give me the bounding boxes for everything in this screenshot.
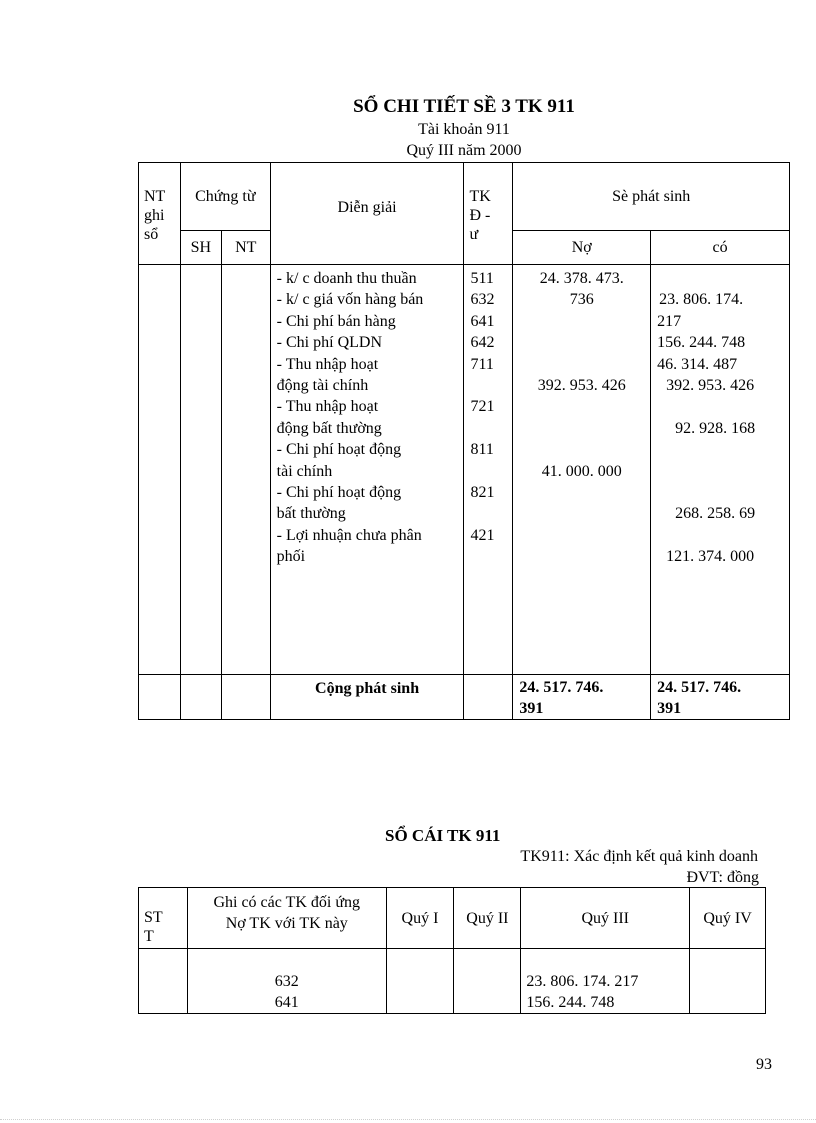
desc-line: - Chi phí hoạt động bbox=[276, 483, 402, 501]
no-list bbox=[513, 268, 650, 567]
header-no: Nợ bbox=[513, 231, 651, 265]
cell-co bbox=[651, 265, 790, 675]
desc-line: - Lợi nhuận chưa phân bbox=[276, 526, 422, 544]
header-nt: NT bbox=[221, 231, 270, 265]
co-line: 46. 314. 487 bbox=[657, 355, 738, 373]
co-line: 268. 258. 69 bbox=[675, 505, 756, 523]
desc-list bbox=[277, 268, 464, 567]
no-line bbox=[513, 546, 650, 567]
detail-ledger-table bbox=[138, 162, 790, 720]
cell-quy-3 bbox=[521, 949, 690, 1014]
general-ledger-table bbox=[138, 887, 766, 1014]
general-ledger-unit: ĐVT: đồng bbox=[686, 869, 759, 886]
desc-line: bất thường bbox=[276, 505, 346, 523]
cell-tk-du bbox=[464, 265, 513, 675]
desc-line: phối bbox=[276, 548, 306, 566]
no-line: 41. 000. 000 bbox=[541, 462, 622, 480]
desc-line: - k/ c giá vốn hàng bán bbox=[276, 291, 424, 309]
quy3-value: 23. 806. 174. 217 bbox=[526, 973, 639, 990]
desc-line: - Thu nhập hoạt bbox=[276, 398, 379, 416]
no-line bbox=[513, 482, 650, 503]
cell-quy-1 bbox=[386, 949, 454, 1014]
total-co-line: 391 bbox=[657, 700, 682, 717]
co-line: 217 bbox=[657, 312, 682, 330]
desc-line: động bất thường bbox=[276, 419, 382, 437]
co-line bbox=[657, 268, 789, 289]
no-line: 736 bbox=[569, 291, 594, 309]
tk-line bbox=[470, 375, 512, 396]
tk-line: 641 bbox=[470, 312, 495, 330]
cell-nt bbox=[221, 265, 270, 675]
header-dien-giai: Diễn giải bbox=[270, 163, 464, 265]
header-quy-3: Quý III bbox=[521, 888, 690, 949]
header-chung-tu: Chứng từ bbox=[180, 163, 270, 231]
total-empty-cell bbox=[139, 675, 181, 720]
no-line bbox=[513, 525, 650, 546]
detail-ledger-account: Tài khoản 911 bbox=[418, 121, 510, 138]
detail-ledger-title: SỔ CHI TIẾT SỀ 3 TK 911 bbox=[353, 96, 575, 117]
co-line bbox=[657, 439, 789, 460]
total-empty-cell bbox=[221, 675, 270, 720]
general-ledger-title: SỔ CÁI TK 911 bbox=[385, 826, 501, 845]
no-line bbox=[513, 332, 650, 353]
tk-line: 721 bbox=[470, 398, 495, 416]
tk-line bbox=[470, 503, 512, 524]
quy3-value: 156. 244. 748 bbox=[526, 994, 615, 1011]
total-no-line: 24. 517. 746. bbox=[519, 679, 604, 696]
total-empty-cell bbox=[464, 675, 513, 720]
header-co: có bbox=[651, 231, 790, 265]
cell-dien-giai bbox=[270, 265, 464, 675]
co-line: 121. 374. 000 bbox=[666, 548, 755, 566]
tk-line: 821 bbox=[470, 483, 495, 501]
header-quy-4: Quý IV bbox=[690, 888, 766, 949]
header-stt: ST T bbox=[139, 888, 188, 949]
co-line bbox=[657, 482, 789, 503]
no-line bbox=[513, 439, 650, 460]
total-no bbox=[513, 675, 651, 720]
desc-line: - k/ c doanh thu thuần bbox=[276, 270, 417, 287]
desc-line: - Chi phí bán hàng bbox=[276, 312, 396, 330]
no-line bbox=[513, 354, 650, 375]
header-nt-ghi-so: NT ghi sổ bbox=[139, 163, 181, 265]
desc-line: tài chính bbox=[276, 462, 333, 480]
cell-stt bbox=[139, 949, 188, 1014]
tk-line bbox=[470, 546, 512, 567]
co-line bbox=[657, 396, 789, 417]
co-line: 23. 806. 174. bbox=[659, 291, 744, 309]
no-line bbox=[513, 418, 650, 439]
total-empty-cell bbox=[180, 675, 221, 720]
tk-line: 711 bbox=[470, 355, 494, 373]
co-list bbox=[657, 268, 789, 567]
total-no-line: 391 bbox=[519, 700, 544, 717]
header-tk-du: TK Đ - ư bbox=[464, 163, 513, 265]
account-641: 641 bbox=[274, 994, 299, 1011]
detail-total-row bbox=[139, 675, 790, 720]
no-line bbox=[513, 396, 650, 417]
header-quy-2: Quý II bbox=[454, 888, 521, 949]
header-ghi-co: Ghi có các TK đối ứng Nợ TK với TK này bbox=[187, 888, 386, 949]
cell-account bbox=[187, 949, 386, 1014]
page-bottom-rule bbox=[0, 1119, 816, 1120]
co-line bbox=[657, 461, 789, 482]
total-co bbox=[651, 675, 790, 720]
general-ledger-subtitle: TK911: Xác định kết quả kinh doanh bbox=[520, 848, 758, 865]
detail-body-row bbox=[139, 265, 790, 675]
co-line bbox=[657, 525, 789, 546]
total-label: Cộng phát sinh bbox=[270, 675, 464, 720]
header-quy-1: Quý I bbox=[386, 888, 454, 949]
no-line: 24. 378. 473. bbox=[539, 270, 624, 287]
co-line: 92. 928. 168 bbox=[675, 419, 756, 437]
cell-sh bbox=[180, 265, 221, 675]
tk-line: 632 bbox=[470, 291, 495, 309]
tk-line: 421 bbox=[470, 526, 495, 544]
desc-line: - Chi phí QLDN bbox=[276, 334, 382, 352]
cell-nt-ghi-so bbox=[139, 265, 181, 675]
general-ledger-row bbox=[139, 949, 766, 1014]
tk-list bbox=[470, 268, 512, 567]
tk-line: 511 bbox=[470, 270, 494, 287]
no-line bbox=[513, 311, 650, 332]
cell-quy-4 bbox=[690, 949, 766, 1014]
cell-no bbox=[513, 265, 651, 675]
header-sh: SH bbox=[180, 231, 221, 265]
cell-quy-2 bbox=[454, 949, 521, 1014]
page-number: 93 bbox=[756, 1056, 772, 1073]
co-line: 392. 953. 426 bbox=[666, 376, 755, 394]
tk-line: 642 bbox=[470, 334, 495, 352]
header-so-phat-sinh: Sè phát sinh bbox=[513, 163, 790, 231]
no-line bbox=[513, 503, 650, 524]
desc-line: - Chi phí hoạt động bbox=[276, 441, 402, 459]
tk-line bbox=[470, 461, 512, 482]
tk-line: 811 bbox=[470, 441, 494, 459]
co-line: 156. 244. 748 bbox=[657, 334, 746, 352]
tk-line bbox=[470, 418, 512, 439]
detail-ledger-period: Quý III năm 2000 bbox=[406, 142, 522, 159]
account-632: 632 bbox=[274, 973, 299, 990]
total-co-line: 24. 517. 746. bbox=[657, 679, 742, 696]
desc-line: - Thu nhập hoạt bbox=[276, 355, 379, 373]
desc-line: động tài chính bbox=[276, 376, 369, 394]
no-line: 392. 953. 426 bbox=[537, 376, 626, 394]
